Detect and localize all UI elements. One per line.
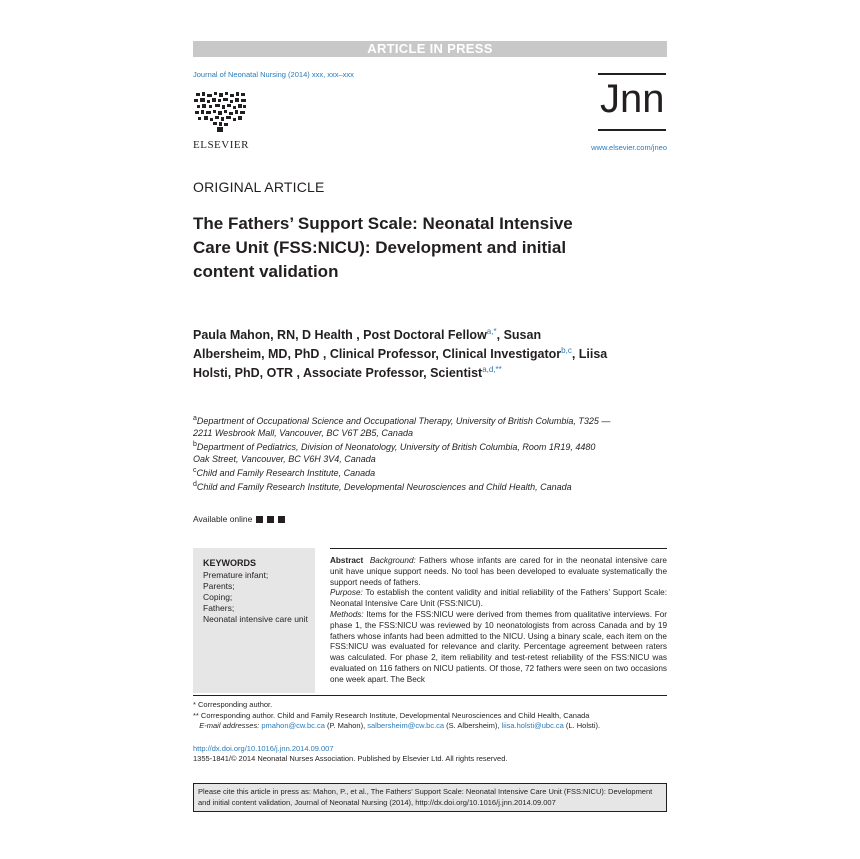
affiliations	[193, 413, 613, 493]
author-2-affil-link[interactable]: b,c	[561, 346, 572, 356]
author-3-affil-link[interactable]: a,d,**	[482, 365, 502, 375]
placeholder-square-icon	[256, 516, 263, 523]
email-owner: (P. Mahon),	[324, 721, 368, 730]
article-page	[193, 41, 667, 821]
email-owner: (L. Holsti).	[563, 721, 601, 730]
affiliation-sup: a	[193, 415, 197, 422]
abstract-purpose: To establish the content validity and initial reliability of the Fathers’ Support Scale: Neonatal Intensive Care Unit (FSS:NICU).	[330, 588, 667, 609]
corresponding-author-1: * Corresponding author.	[193, 700, 273, 709]
journal-logo-text: Jnn	[600, 77, 665, 121]
section-heading: ORIGINAL ARTICLE	[193, 179, 325, 195]
keywords-box	[193, 548, 315, 693]
email-label: E-mail addresses:	[199, 721, 260, 730]
email-link-holsti[interactable]: liisa.holsti@ubc.ca	[501, 721, 564, 730]
abstract-purpose-label: Purpose:	[330, 588, 363, 598]
email-link-mahon[interactable]: pmahon@cw.bc.ca	[261, 721, 325, 730]
keywords-heading: KEYWORDS	[203, 558, 257, 568]
abstract-label: Abstract	[330, 556, 364, 565]
affiliation-sup: b	[193, 441, 197, 448]
journal-website-link[interactable]: www.elsevier.com/jneo	[591, 143, 667, 152]
available-online	[193, 514, 285, 524]
available-online-label: Available online	[193, 514, 253, 524]
abstract-methods: Items for the FSS:NICU were derived from themes from qualitative interviews. For phase 1, the FSS:NICU was reviewed by 10 neonatologists from across Canada and by 19 fathers whose infants had been admitted to the NICU. Using a binary scale, each item on the FSS:NICU was evaluated for relevance and clarity. Percentage agreement between raters was calculated. For phase 2, item reliability and test-retest reliability of the FSS:NICU was evaluated on 116 fathers on NICU patients. Of those, 72 fathers were seen on two occasions one week apart. The Beck	[330, 609, 667, 684]
abstract-background-label: Background:	[369, 556, 416, 565]
corresponding-author-2: ** Corresponding author. Child and Family Research Institute, Developmental Neurosciences and Child Health, Canada	[193, 710, 590, 720]
author-1-affil-link[interactable]: a,*	[486, 327, 497, 336]
author-list	[193, 324, 613, 381]
journal-pages: xxx, xxx–xxx	[311, 70, 354, 79]
keyword-item: Premature infant;	[203, 570, 269, 580]
email-owner: (S. Albersheim),	[444, 721, 502, 730]
affiliation-item	[193, 439, 613, 465]
email-addresses	[193, 721, 667, 732]
abstract-methods-label: Methods:	[330, 609, 364, 619]
keyword-item: Coping;	[203, 592, 233, 602]
placeholder-square-icon	[267, 516, 274, 523]
copyright: 1355-1841/© 2014 Neonatal Nurses Association. Published by Elsevier Ltd. All rights reserved.	[193, 754, 508, 763]
elsevier-tree-logo	[193, 91, 248, 133]
publisher-name: ELSEVIER	[193, 139, 249, 151]
article-in-press-banner: ARTICLE IN PRESS	[193, 41, 667, 57]
email-link-albersheim[interactable]: salbersheim@cw.bc.ca	[367, 721, 445, 730]
doi-link[interactable]: http://dx.doi.org/10.1016/j.jnn.2014.09.007	[193, 744, 334, 753]
affiliation-item	[193, 465, 613, 479]
affiliation-item	[193, 479, 613, 493]
placeholder-square-icon	[278, 516, 285, 523]
affiliation-text: Department of Occupational Science and Occupational Therapy, University of British Columbia, T325 — 2211 Wesbrook Mall, Vancouver, BC V6T 2B5, Canada	[193, 416, 611, 438]
affiliation-item	[193, 413, 613, 439]
keyword-item: Parents;	[203, 581, 235, 591]
affiliation-text: Child and Family Research Institute, Developmental Neurosciences and Child Health, Canada	[196, 482, 572, 492]
affiliation-sup: d	[193, 481, 197, 488]
keyword-item: Neonatal intensive care unit	[203, 614, 308, 624]
affiliation-text: Department of Pediatrics, Division of Neonatology, University of British Columbia, Room 1R19, 4480 Oak Street, Vancouver, BC V6H 3V4, Canada	[193, 442, 596, 464]
affiliation-sup: c	[193, 467, 197, 474]
keyword-item: Fathers;	[203, 603, 235, 613]
author-separator: ,	[496, 328, 501, 343]
keywords-list	[203, 570, 308, 625]
footnote-divider	[193, 695, 667, 696]
citation-box: Please cite this article in press as: Mahon, P., et al., The Fathers’ Support Scale: Neonatal Intensive Care Unit (FSS:NICU): Development and initial content validation, Journal of Neonatal Nursing (2014), http://dx.doi.org/10.1016/j.jnn.2014.09.007	[193, 783, 667, 812]
author-1: Paula Mahon, RN, D Health , Post Doctoral Fellow	[193, 328, 487, 343]
article-title: The Fathers’ Support Scale: Neonatal Intensive Care Unit (FSS:NICU): Development and initial content validation	[193, 214, 573, 281]
abstract	[330, 548, 667, 694]
author-3: , Liisa Holsti, PhD, OTR , Associate Professor, Scientist	[193, 347, 608, 381]
abstract-background: Fathers whose infants are cared for in the neonatal intensive care unit have unique support needs. No tool has been developed to evaluate systematically the support needs of fathers.	[330, 556, 667, 587]
affiliation-text: Child and Family Research Institute, Canada	[196, 468, 376, 478]
journal-citation-text: Journal of Neonatal Nursing (2014)	[193, 70, 312, 79]
footnotes	[193, 700, 667, 732]
author-2: Susan Albersheim, MD, PhD , Clinical Professor, Clinical Investigator	[193, 328, 562, 362]
journal-citation[interactable]	[193, 70, 354, 79]
journal-logo	[598, 73, 666, 133]
